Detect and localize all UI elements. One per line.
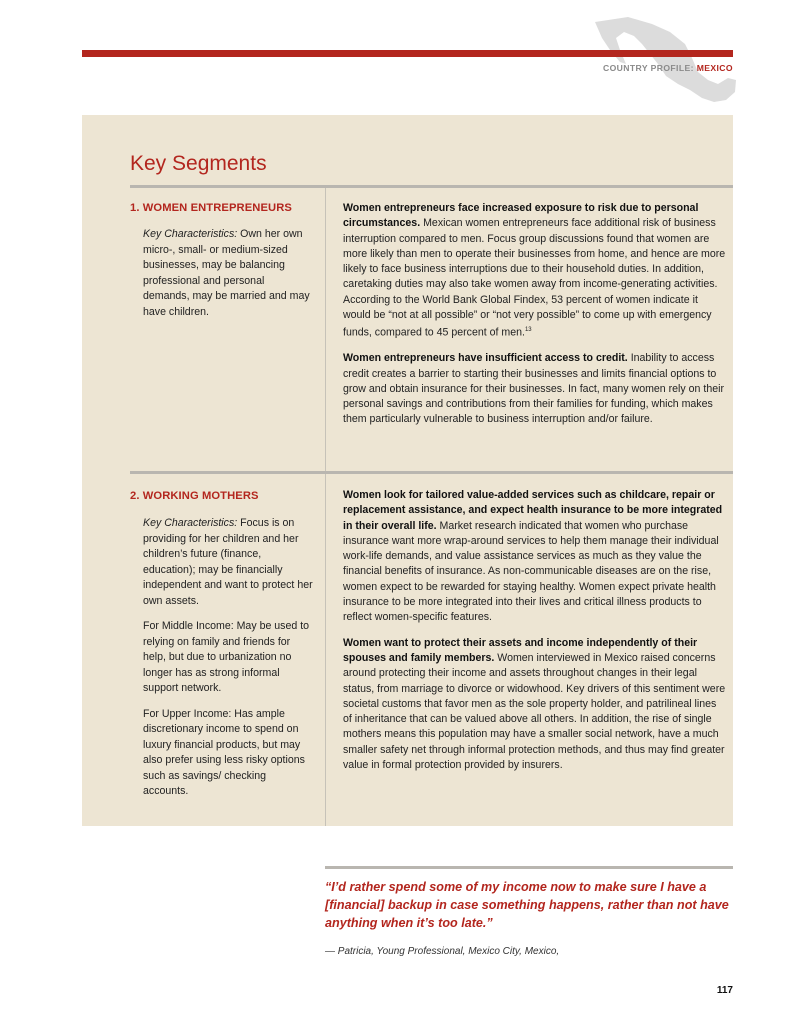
key-segments-panel: [82, 115, 733, 826]
quote-rule: [325, 866, 733, 869]
finding-lead: Women want to protect their assets and income independently of their spouses and family members.: [343, 636, 698, 664]
segment-divider: [130, 185, 733, 188]
characteristics-paragraph: Key Characteristics: Focus is on providing for her children and her children’s future (finance, education); may be financially independent and want to protect her own assets.: [143, 517, 313, 607]
pull-quote: “I’d rather spend some of my income now to make sure I have a [financial] backup in case something happens, rather than not have anything when it’s too late.”: [325, 880, 729, 930]
segment-findings: [343, 201, 726, 428]
panel-title: Key Segments: [130, 152, 267, 175]
finding-paragraph: Women entrepreneurs have insufficient access to credit. Inability to access credit creates a barrier to starting their businesses and limits financial options to grow and obtain insurance for their businesses. In fact, many women rely on their personal savings and contributions from their families for funding, which makes them particularly vulnerable to business interruption and/or failure.: [343, 352, 724, 426]
segment-characteristics: [143, 516, 313, 800]
footnote-marker: 13: [524, 327, 532, 334]
finding-lead: Women entrepreneurs face increased exposure to risk due to personal circumstances.: [343, 202, 699, 230]
segment-findings: [343, 488, 726, 773]
page-number: 117: [716, 985, 733, 996]
header-rule: [82, 50, 733, 57]
mexico-map-icon: [590, 14, 740, 109]
finding-paragraph: Women want to protect their assets and income independently of their spouses and family members. Women interviewed in Mexico raised concerns around protecting their income and assets throughout changes in their legal status, from marriage to divorce or widowhood. Key drivers of this sentiment were societal customs that favor men as the sole property holder, and patrilineal lines of inheritance that can be valued above all others. In addition, the rise of single mothers means this population may have a smaller social network, have a much smaller safety net through informal protection methods, and thus may find greater value in formal protection provided by insurers.: [343, 636, 726, 772]
header-country: MEXICO: [696, 63, 733, 73]
column-divider: [325, 188, 326, 471]
finding-paragraph: Women look for tailored value-added services such as childcare, repair or replacement assistance, and expect health insurance to be more integrated in their overall life. Market research indicated that women who purchase insurance want more wrap-around services to help them manage their individual work-life demands, and value assistance services as much as they value the financial benefits of insurance. As non-communicable diseases are on the rise, women expect to be rewarded for staying healthy. Women expect private health insurance to be more integrated into their lives and critical illness products to reflect women-specific features.: [343, 489, 723, 624]
characteristics-label: Key Characteristics:: [143, 517, 238, 529]
characteristics-paragraph: Key Characteristics: Own her own micro-, small- or medium-sized businesses, may be balancing professional and personal demands, may be married and may have children.: [143, 228, 310, 318]
header-label: COUNTRY PROFILE: MEXICO: [602, 63, 733, 73]
column-divider: [325, 474, 326, 826]
characteristics-label: Key Characteristics:: [143, 228, 238, 240]
segment-heading-women-entrepreneurs: 1. WOMEN ENTREPRENEURS: [130, 202, 292, 214]
characteristics-paragraph: For Middle Income: May be used to relying on family and friends for help, but due to urbanization no longer has as strong informal support network.: [143, 620, 310, 694]
characteristics-paragraph: For Upper Income: Has ample discretionary income to spend on luxury financial products, but may also prefer using less risky options such as savings/ checking accounts.: [143, 707, 305, 797]
segment-heading-working-mothers: 2. WORKING MOTHERS: [130, 490, 259, 502]
finding-lead: Women entrepreneurs have insufficient access to credit.: [343, 352, 628, 365]
finding-lead: Women look for tailored value-added services such as childcare, repair or replacement assistance, and expect health insurance to be more integrated in their overall life.: [343, 489, 723, 532]
segment-characteristics: [143, 227, 313, 320]
segment-divider: [130, 471, 733, 474]
quote-attribution: — Patricia, Young Professional, Mexico City, Mexico,: [325, 946, 560, 957]
finding-paragraph: Women entrepreneurs face increased exposure to risk due to personal circumstances. Mexican women entrepreneurs face additional risk of business interruption compared to men. Focus group discussions found that women are more likely than men to operate their businesses from home, and hence are more likely to face business interruptions due to their household duties. In addition, caretaking duties may also take women away from income-generating activities. According to the World Bank Global Findex, 53 percent of women indicate it would be “not at all possible” or “not very possible” to come up with emergency funds, compared to 45 percent of men.$^{13}$: [343, 202, 726, 339]
